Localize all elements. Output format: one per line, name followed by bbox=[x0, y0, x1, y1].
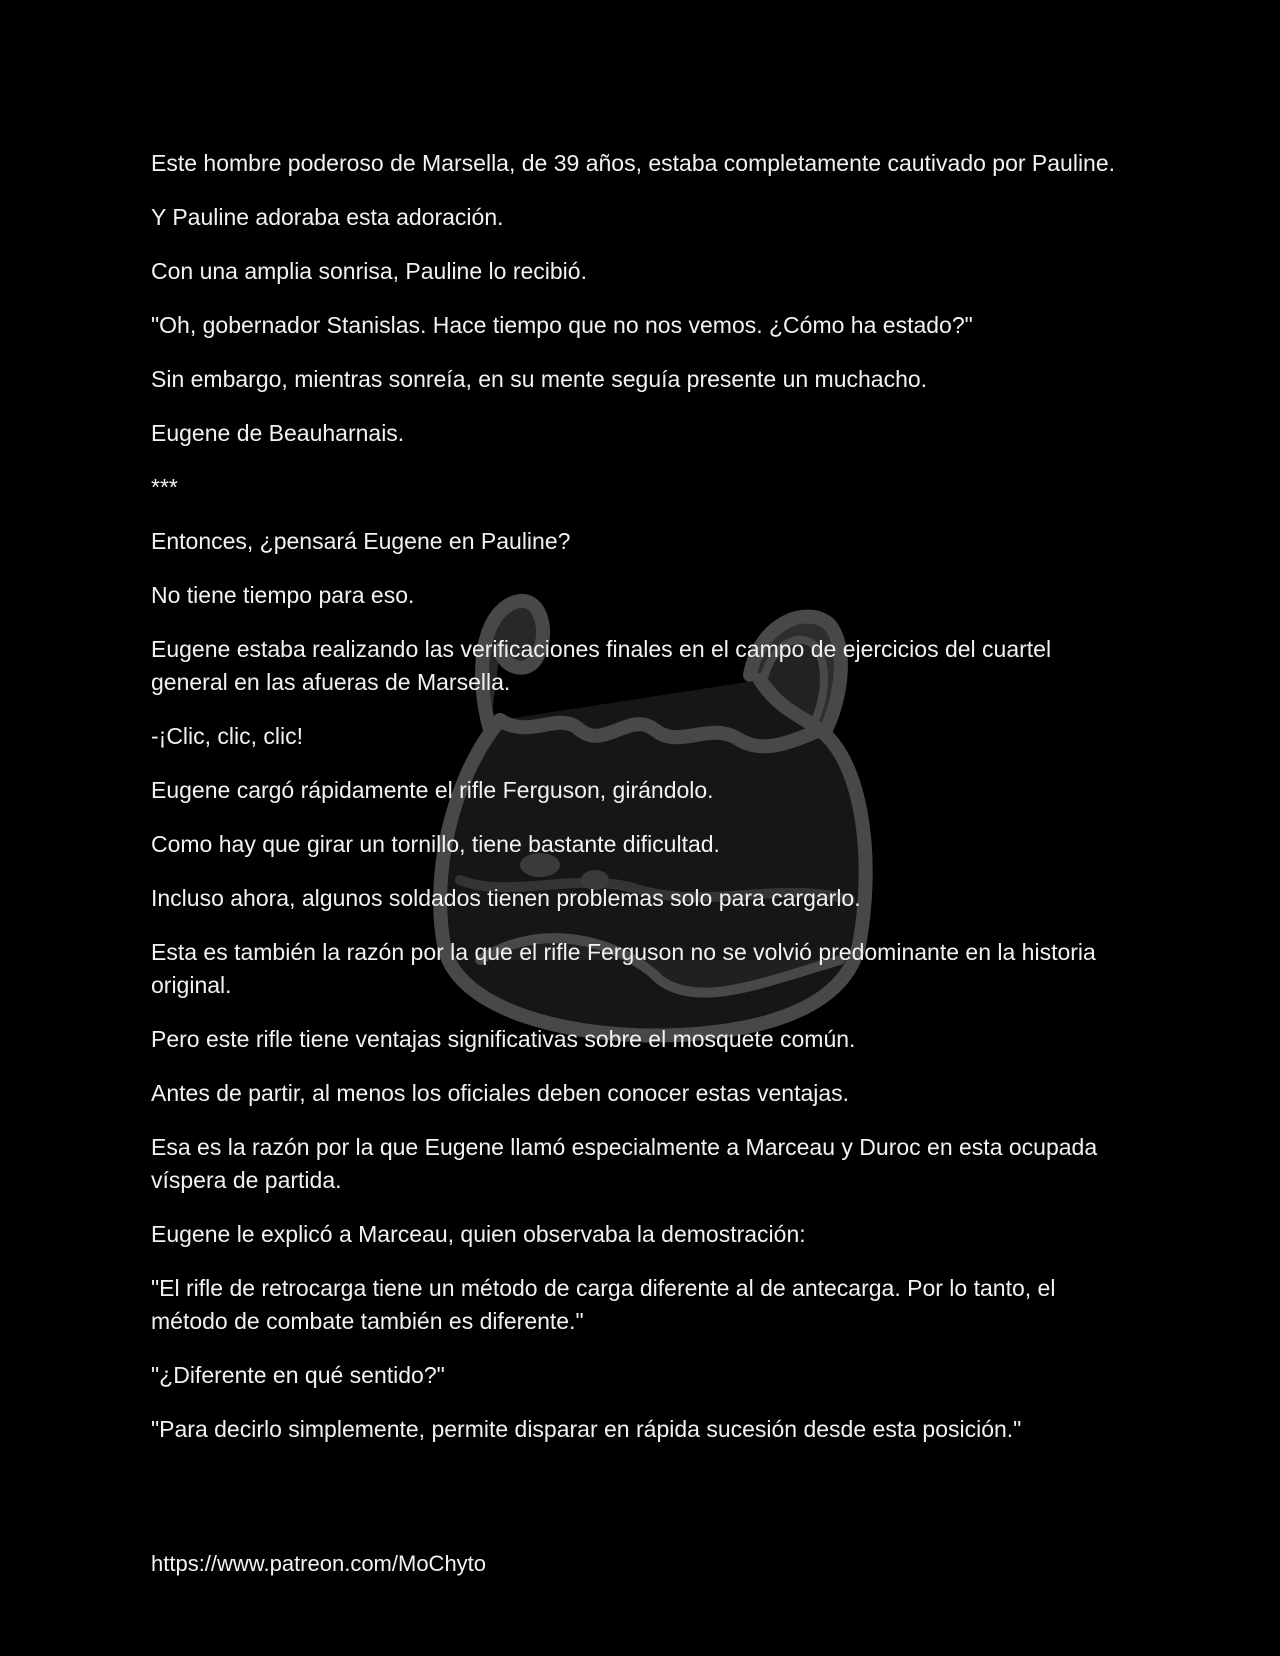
paragraph: -¡Clic, clic, clic! bbox=[151, 723, 304, 749]
paragraph: Eugene de Beauharnais. bbox=[151, 420, 405, 446]
paragraph: "Para decirlo simplemente, permite disparar en rápida sucesión desde esta posición." bbox=[151, 1416, 1022, 1442]
paragraph: No tiene tiempo para eso. bbox=[151, 582, 415, 608]
paragraph: "Oh, gobernador Stanislas. Hace tiempo que no nos vemos. ¿Cómo ha estado?" bbox=[151, 312, 973, 338]
paragraph: Eugene le explicó a Marceau, quien observaba la demostración: bbox=[151, 1221, 806, 1247]
paragraph: Este hombre poderoso de Marsella, de 39 años, estaba completamente cautivado por Pauline. bbox=[151, 150, 1116, 176]
patreon-link[interactable]: https://www.patreon.com/MoChyto bbox=[151, 1551, 487, 1576]
paragraph: Pero este rifle tiene ventajas significativas sobre el mosquete común. bbox=[151, 1026, 856, 1052]
paragraph: "¿Diferente en qué sentido?" bbox=[151, 1362, 445, 1388]
paragraph: Antes de partir, al menos los oficiales deben conocer estas ventajas. bbox=[151, 1080, 850, 1106]
paragraph: Eugene cargó rápidamente el rifle Ferguson, girándolo. bbox=[151, 777, 714, 803]
paragraph: Sin embargo, mientras sonreía, en su mente seguía presente un muchacho. bbox=[151, 366, 928, 392]
story-text bbox=[151, 147, 1131, 1467]
paragraph: Esta es también la razón por la que el rifle Ferguson no se volvió predominante en la historia original. bbox=[151, 939, 1096, 998]
paragraph: Con una amplia sonrisa, Pauline lo recibió. bbox=[151, 258, 587, 284]
paragraph: "El rifle de retrocarga tiene un método de carga diferente al de antecarga. Por lo tanto, el método de combate también es diferente." bbox=[151, 1275, 1056, 1334]
paragraph: Incluso ahora, algunos soldados tienen problemas solo para cargarlo. bbox=[151, 885, 861, 911]
paragraph: Entonces, ¿pensará Eugene en Pauline? bbox=[151, 528, 571, 554]
paragraph: Y Pauline adoraba esta adoración. bbox=[151, 204, 504, 230]
paragraph: Eugene estaba realizando las verificaciones finales en el campo de ejercicios del cuartel general en las afueras de Marsella. bbox=[151, 636, 1052, 695]
paragraph: Esa es la razón por la que Eugene llamó especialmente a Marceau y Duroc en esta ocupada víspera de partida. bbox=[151, 1134, 1098, 1193]
paragraph: Como hay que girar un tornillo, tiene bastante dificultad. bbox=[151, 831, 720, 857]
scene-break: *** bbox=[151, 474, 178, 500]
